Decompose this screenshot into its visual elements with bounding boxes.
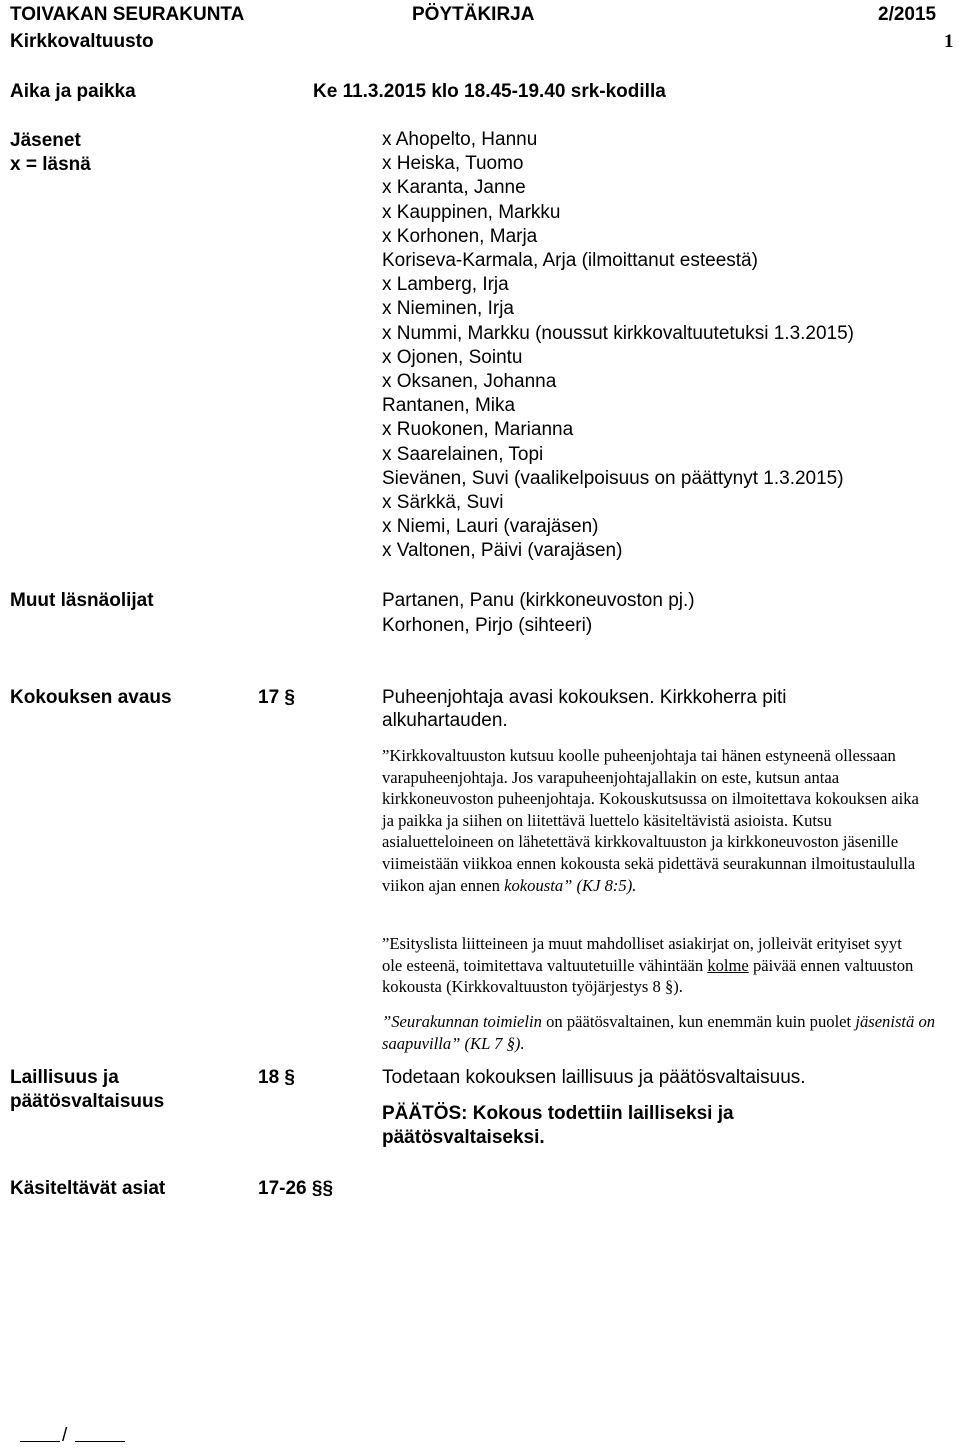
list-item: x Nieminen, Irja bbox=[382, 298, 514, 320]
initials-line-left bbox=[20, 1441, 60, 1442]
items-title: Käsiteltävät asiat bbox=[10, 1178, 166, 1199]
quote-italic: ”Seurakunnan toimielin bbox=[382, 1012, 542, 1031]
list-item: x Korhonen, Marja bbox=[382, 225, 538, 247]
section-17-text: Puheenjohtaja avasi kokouksen. Kirkkoherra piti bbox=[382, 687, 787, 708]
quote-text: on päätösvaltainen, kun enemmän kuin puolet bbox=[546, 1012, 852, 1031]
quote-citation: jäsenistä on saapuvilla” (KL 7 §). bbox=[382, 1012, 936, 1053]
page-number: 1 bbox=[944, 31, 954, 52]
list-item: x Ruokonen, Marianna bbox=[382, 419, 574, 441]
time-place-value: Ke 11.3.2015 klo 18.45-19.40 srk-kodilla bbox=[313, 81, 666, 102]
initials-separator: / bbox=[62, 1425, 68, 1446]
others-label: Muut läsnäolijat bbox=[10, 590, 154, 611]
document-type: PÖYTÄKIRJA bbox=[412, 4, 535, 25]
section-18-text: Todetaan kokouksen laillisuus ja päätösvaltaisuus. bbox=[382, 1067, 806, 1088]
section-18-decision-cont: päätösvaltaiseksi. bbox=[382, 1127, 545, 1148]
section-18-number: 18 § bbox=[258, 1067, 295, 1088]
list-item: x Särkkä, Suvi bbox=[382, 492, 504, 514]
organization-name: TOIVAKAN SEURAKUNTA bbox=[10, 4, 245, 25]
other-attendee: Partanen, Panu (kirkkoneuvoston pj.) bbox=[382, 590, 695, 611]
section-17-title: Kokouksen avaus bbox=[10, 687, 172, 708]
governing-body: Kirkkovaltuusto bbox=[10, 31, 154, 52]
member-list bbox=[382, 128, 854, 564]
list-item: x Lamberg, Irja bbox=[382, 274, 509, 296]
time-place-label: Aika ja paikka bbox=[10, 81, 136, 102]
list-item: x Karanta, Janne bbox=[382, 177, 526, 199]
list-item: x Ahopelto, Hannu bbox=[382, 129, 538, 150]
list-item: x Niemi, Lauri (varajäsen) bbox=[382, 516, 599, 538]
list-item: Sievänen, Suvi (vaalikelpoisuus on päättynyt 1.3.2015) bbox=[382, 467, 844, 489]
other-attendee: Korhonen, Pirjo (sihteeri) bbox=[382, 615, 593, 636]
list-item: Rantanen, Mika bbox=[382, 395, 516, 417]
list-item: x Kauppinen, Markku bbox=[382, 201, 561, 223]
list-item: Koriseva-Karmala, Arja (ilmoittanut esteestä) bbox=[382, 250, 758, 272]
list-item: x Valtonen, Päivi (varajäsen) bbox=[382, 540, 623, 562]
list-item: x Heiska, Tuomo bbox=[382, 153, 524, 175]
items-number: 17-26 §§ bbox=[258, 1178, 334, 1199]
quote-text: päivää ennen valtuuston kokousta (Kirkkovaltuuston työjärjestys 8 §). bbox=[382, 955, 914, 997]
section-18-title: Laillisuus ja bbox=[10, 1067, 119, 1088]
section-18-title-cont: päätösvaltaisuus bbox=[10, 1091, 165, 1112]
quote-citation: kokousta” (KJ 8:5). bbox=[504, 875, 637, 895]
quote-rules-of-procedure bbox=[382, 933, 922, 998]
quote-text: ”Esityslista liitteineen ja muut mahdolliset asiakirjat on, jolleivät erityiset syyt ole esteenä, toimitettava valtuutetuille vähintään bbox=[382, 934, 902, 975]
section-17-number: 17 § bbox=[258, 687, 295, 708]
quote-underlined-word: kolme bbox=[707, 955, 749, 975]
initials-line-right bbox=[75, 1441, 125, 1442]
list-item: x Ojonen, Sointu bbox=[382, 346, 523, 368]
list-item: x Oksanen, Johanna bbox=[382, 371, 557, 393]
section-18-decision: PÄÄTÖS: Kokous todettiin lailliseksi ja bbox=[382, 1103, 734, 1124]
members-legend: x = läsnä bbox=[10, 154, 91, 175]
list-item: x Nummi, Markku (noussut kirkkovaltuutetuksi 1.3.2015) bbox=[382, 322, 855, 344]
quote-church-law-8-5 bbox=[382, 745, 922, 896]
section-17-text-cont: alkuhartauden. bbox=[382, 710, 508, 731]
quote-text: ”Kirkkovaltuuston kutsuu koolle puheenjohtaja tai hänen estyneenä ollessaan varapuheenjohtaja. Jos varapuheenjohtajallakin on este, kutsun antaa kirkkoneuvoston puheenjohtaja. Kokouskutsussa on ilmoitettava kokouksen aika ja paikka ja siihen on liitettävä luettelo käsiteltävistä asioista. Kutsu asialuetteloineen on lähetettävä kirkkovaltuuston ja kirkkoneuvoston jäsenille viimeistään viikkoa ennen kokousta sekä pidettävä seurakunnan ilmoitustaululla viikon ajan ennen bbox=[382, 746, 919, 895]
list-item: x Saarelainen, Topi bbox=[382, 443, 544, 465]
document-number: 2/2015 bbox=[878, 4, 937, 25]
members-label: Jäsenet bbox=[10, 130, 81, 151]
quote-church-act-7 bbox=[382, 1011, 942, 1054]
